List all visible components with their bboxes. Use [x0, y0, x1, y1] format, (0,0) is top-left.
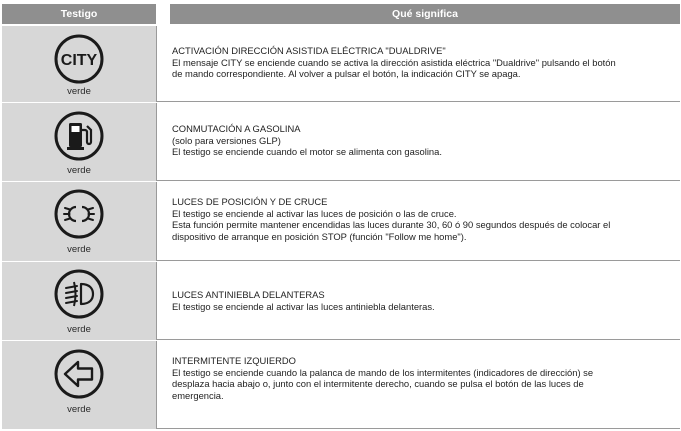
- fuel-pump-icon: [52, 109, 106, 163]
- indicator-color: verde: [67, 244, 91, 255]
- table-row: [0, 341, 681, 429]
- indicator-color: verde: [67, 86, 91, 97]
- indicator-color: verde: [67, 404, 91, 415]
- table-row: [0, 262, 681, 340]
- row-description: LUCES DE POSICIÓN Y DE CRUCE El testigo se enciende al activar las luces de posición o las de cruce. Esta función permite mantener encendidas las luces durante 30, 60 ó 90 segundos después de colocar el dispositivo de arranque en posición STOP (función "Follow me home").: [172, 196, 677, 242]
- row-description: ACTIVACIÓN DIRECCIÓN ASISTIDA ELÉCTRICA "DUALDRIVE" El mensaje CITY se enciende cuando se activa la dirección asistida eléctrica "Dualdrive" pulsando el botón de mando correspondiente. Al volver a pulsar el botón, la indicación CITY se apaga.: [172, 45, 677, 80]
- front-fog-light-icon: [52, 267, 106, 321]
- position-lights-icon: [52, 187, 106, 241]
- table-row: [0, 26, 681, 102]
- row-title: LUCES DE POSICIÓN Y DE CRUCE: [172, 196, 328, 207]
- indicator-color: verde: [67, 324, 91, 335]
- row-description: LUCES ANTINIEBLA DELANTERAS El testigo se enciende al activar las luces antiniebla delanteras.: [172, 289, 677, 312]
- row-title: LUCES ANTINIEBLA DELANTERAS: [172, 289, 325, 300]
- header-testigo: Testigo: [2, 4, 156, 24]
- city-icon: [52, 32, 106, 86]
- table-row: [0, 182, 681, 261]
- table-row: [0, 103, 681, 181]
- row-description: CONMUTACIÓN A GASOLINA (solo para versiones GLP) El testigo se enciende cuando el motor se alimenta con gasolina.: [172, 123, 677, 158]
- row-description: INTERMITENTE IZQUIERDO El testigo se enciende cuando la palanca de mando de los intermitentes (indicadores de dirección) se desplaza hacia abajo o, junto con el intermitente derecho, cuando se pulsa el botón de las luces de emergencia.: [172, 355, 677, 401]
- header-que-significa: Qué significa: [170, 4, 680, 24]
- indicator-color: verde: [67, 165, 91, 176]
- row-title: INTERMITENTE IZQUIERDO: [172, 355, 296, 366]
- svg-text:CITY: CITY: [60, 52, 98, 69]
- row-title: CONMUTACIÓN A GASOLINA: [172, 123, 301, 134]
- row-title: ACTIVACIÓN DIRECCIÓN ASISTIDA ELÉCTRICA "DUALDRIVE": [172, 45, 446, 56]
- left-turn-signal-icon: [52, 347, 106, 401]
